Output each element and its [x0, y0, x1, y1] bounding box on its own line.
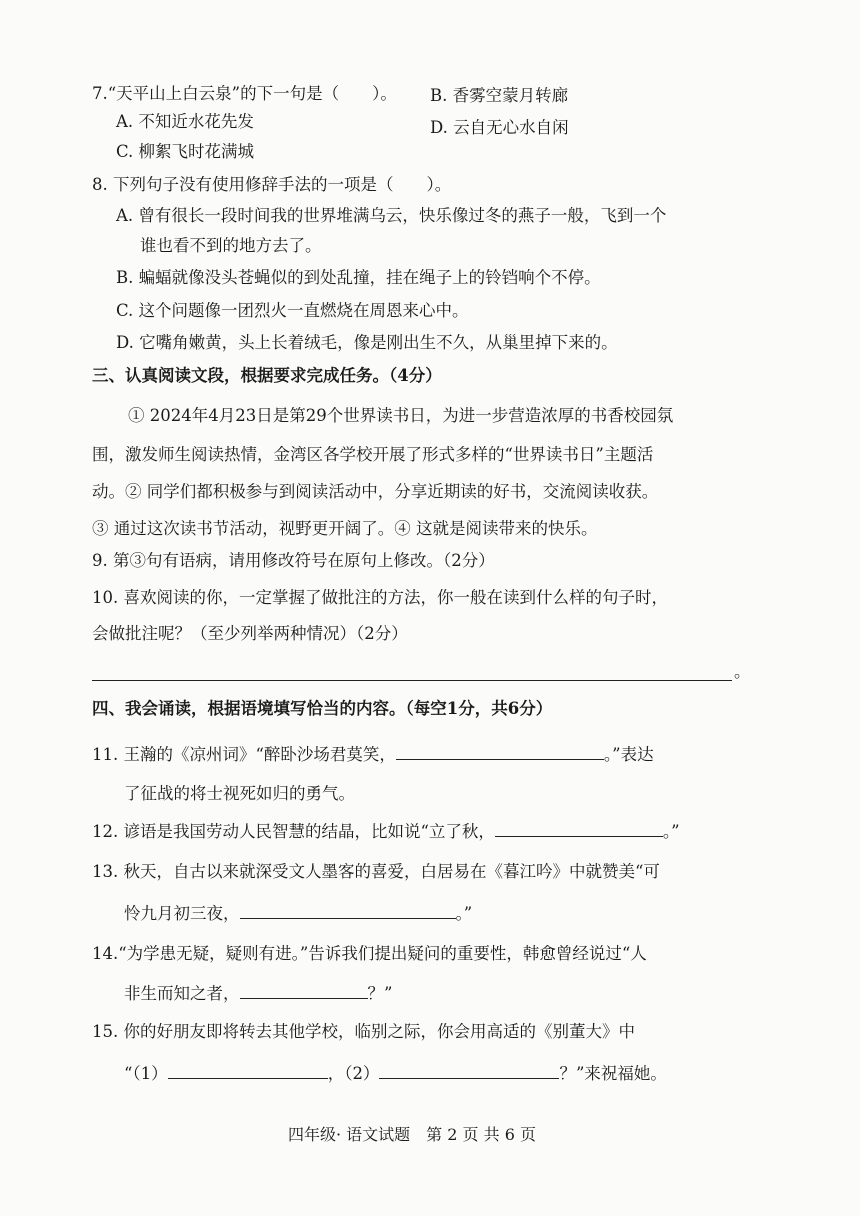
q7-option-b: B. 香雾空蒙月转廊 — [430, 86, 569, 105]
q10-answer-line[interactable] — [92, 680, 732, 681]
q15-prefix-1: “（1） — [124, 1064, 168, 1083]
section3-para-line3: 动。② 同学们都积极参与到阅读活动中，分享近期读的好书，交流阅读收获。 — [92, 482, 659, 501]
q15-blank-1[interactable] — [168, 1060, 328, 1079]
q8-stem: 8. 下列句子没有使用修辞手法的一项是（ ）。 — [92, 175, 452, 194]
q12-blank[interactable] — [495, 818, 663, 837]
q10-text-line1: 10. 喜欢阅读的你，一定掌握了做批注的方法，你一般在读到什么样的句子时， — [92, 588, 668, 607]
q8-option-d: D. 它嘴角嫩黄，头上长着绒毛，像是刚出生不久，从巢里掉下来的。 — [116, 333, 618, 352]
q7-option-a: A. 不知近水花先发 — [116, 112, 254, 131]
page-footer: 四年级· 语文试题 第 2 页 共 6 页 — [288, 1125, 536, 1144]
q11-prefix: 11. 王瀚的《凉州词》“醉卧沙场君莫笑， — [92, 745, 396, 764]
q13-line2 — [124, 900, 472, 926]
q14-blank[interactable] — [240, 980, 368, 999]
q15-line2 — [124, 1060, 667, 1086]
q10-text-line2: 会做批注呢？（至少列举两种情况）（2分） — [92, 624, 408, 643]
q12-suffix: 。” — [662, 822, 680, 841]
q13-blank[interactable] — [240, 900, 456, 919]
q7-option-c: C. 柳絮飞时花满城 — [116, 142, 255, 161]
q13-line1: 13. 秋天，自古以来就深受文人墨客的喜爱，白居易在《暮江吟》中就赞美“可 — [92, 862, 660, 881]
q7-stem: 7.“天平山上白云泉”的下一句是（ ）。 — [92, 84, 397, 103]
q15-suffix: ？”来祝福她。 — [559, 1064, 667, 1083]
q12-prefix: 12. 谚语是我国劳动人民智慧的结晶，比如说“立了秋， — [92, 822, 495, 841]
q14-line2 — [124, 980, 392, 1006]
q12-line — [92, 818, 680, 844]
q8-option-c: C. 这个问题像一团烈火一直燃烧在周恩来心中。 — [116, 301, 469, 320]
section3-para-line1: ① 2024年4月23日是第29个世界读书日，为进一步营造浓厚的书香校园氛 — [128, 406, 674, 425]
q8-option-b: B. 蝙蝠就像没头苍蝇似的到处乱撞，挂在绳子上的铃铛响个不停。 — [116, 268, 601, 287]
section4-heading: 四、我会诵读，根据语境填写恰当的内容。（每空1分，共6分） — [92, 699, 553, 718]
q11-line2: 了征战的将士视死如归的勇气。 — [124, 784, 355, 803]
q15-blank-2[interactable] — [379, 1060, 559, 1079]
q8-option-a-line2: 谁也看不到的地方去了。 — [140, 236, 322, 255]
q14-suffix: ？” — [367, 984, 393, 1003]
q11-suffix: 。”表达 — [603, 745, 654, 764]
q10-answer-end: 。 — [734, 662, 751, 681]
q13-prefix: 怜九月初三夜， — [124, 904, 240, 923]
q7-option-d: D. 云自无心水自闲 — [430, 118, 569, 137]
q11-blank[interactable] — [396, 741, 604, 760]
q15-line1: 15. 你的好朋友即将转去其他学校，临别之际，你会用高适的《别董大》中 — [92, 1022, 635, 1041]
section3-para-line2: 围，激发师生阅读热情，金湾区各学校开展了形式多样的“世界读书日”主题活 — [92, 445, 654, 464]
q8-option-a-line1: A. 曾有很长一段时间我的世界堆满乌云，快乐像过冬的燕子一般，飞到一个 — [116, 206, 667, 225]
q13-suffix: 。” — [455, 904, 473, 923]
section3-para-line4: ③ 通过这次读书节活动，视野更开阔了。④ 这就是阅读带来的快乐。 — [92, 519, 598, 538]
q15-prefix-2: ，（2） — [327, 1064, 380, 1083]
q9-text: 9. 第③句有语病，请用修改符号在原句上修改。（2分） — [92, 551, 495, 570]
q14-prefix: 非生而知之者， — [124, 984, 240, 1003]
q11-line1 — [92, 741, 654, 767]
q14-line1: 14.“为学患无疑，疑则有进。”告诉我们提出疑问的重要性，韩愈曾经说过“人 — [92, 944, 647, 963]
section3-heading: 三、认真阅读文段，根据要求完成任务。（4分） — [92, 366, 442, 385]
